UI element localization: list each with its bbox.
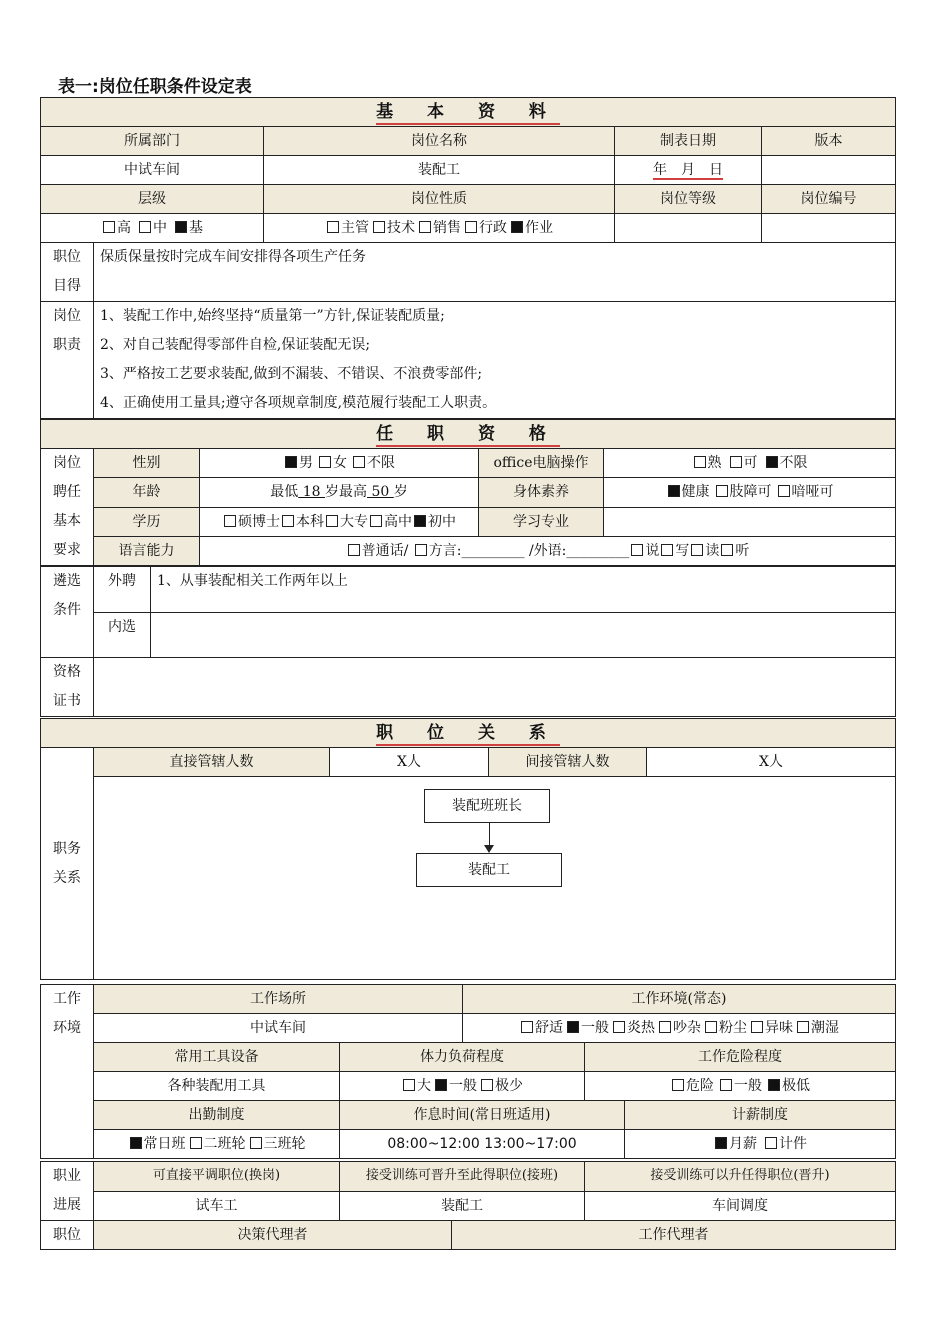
checkbox-label: 主管 bbox=[341, 220, 369, 236]
checkbox-label: 月薪 bbox=[729, 1136, 758, 1152]
unchecked-box-icon bbox=[481, 1079, 493, 1091]
checkbox-label: 喑哑可 bbox=[791, 484, 834, 501]
age-label: 年龄 bbox=[94, 478, 200, 507]
checkbox-option[interactable] bbox=[509, 220, 553, 236]
checkbox-option[interactable] bbox=[766, 1078, 810, 1094]
relation-side-label: 职务 关系 bbox=[41, 748, 94, 980]
checked-box-icon bbox=[567, 1021, 579, 1033]
tools-value: 各种装配用工具 bbox=[94, 1072, 340, 1101]
checked-box-icon bbox=[175, 221, 187, 233]
unchecked-box-icon bbox=[103, 221, 115, 233]
unchecked-box-icon bbox=[661, 544, 673, 556]
checkbox-option[interactable] bbox=[463, 220, 507, 236]
edu-label: 学历 bbox=[94, 507, 200, 536]
checkbox-option[interactable] bbox=[776, 484, 834, 500]
attend-options bbox=[94, 1130, 340, 1159]
env-label: 工作环境(常态) bbox=[463, 985, 896, 1014]
cert-text bbox=[94, 658, 896, 717]
attend-label: 出勤制度 bbox=[94, 1101, 340, 1130]
load-label: 体力负荷程度 bbox=[340, 1043, 585, 1072]
level-options bbox=[41, 214, 264, 243]
hours-label: 作息时间(常日班适用) bbox=[340, 1101, 625, 1130]
env-options bbox=[463, 1014, 896, 1043]
checkbox-label: 女 bbox=[333, 455, 347, 472]
unchecked-box-icon bbox=[613, 1021, 625, 1033]
checkbox-option[interactable] bbox=[629, 543, 659, 559]
dept-label: 所属部门 bbox=[41, 127, 264, 156]
major-value bbox=[604, 507, 896, 536]
page-title: 表一:岗位任职条件设定表 bbox=[58, 77, 252, 97]
checked-box-icon bbox=[285, 456, 297, 468]
lang-label: 语言能力 bbox=[94, 536, 200, 565]
unchecked-box-icon bbox=[730, 456, 742, 468]
version-label: 版本 bbox=[762, 127, 896, 156]
unchecked-box-icon bbox=[373, 221, 385, 233]
checkbox-option[interactable] bbox=[714, 484, 772, 500]
org-self-box: 装配工 bbox=[416, 853, 562, 887]
checkbox-option[interactable] bbox=[611, 1020, 655, 1036]
checkbox-option[interactable] bbox=[137, 220, 167, 236]
level-label: 层级 bbox=[41, 185, 264, 214]
checkbox-label: 高中 bbox=[384, 513, 412, 530]
checkbox-label: 中 bbox=[153, 220, 167, 236]
checkbox-option[interactable] bbox=[128, 1136, 186, 1152]
unchecked-box-icon bbox=[751, 1021, 763, 1033]
external-text: 1、从事装配相关工作两年以上 bbox=[151, 567, 896, 613]
org-arrow-icon bbox=[484, 845, 494, 853]
checked-box-icon bbox=[511, 221, 523, 233]
checkbox-label: 可 bbox=[743, 455, 758, 472]
gender-label: 性别 bbox=[94, 449, 200, 478]
checkbox-option[interactable] bbox=[764, 455, 808, 471]
checkbox-option[interactable] bbox=[657, 1020, 701, 1036]
checkbox-option[interactable] bbox=[795, 1020, 839, 1036]
nature-label: 岗位性质 bbox=[264, 185, 615, 214]
checked-box-icon bbox=[668, 485, 680, 497]
checkbox-option[interactable] bbox=[666, 484, 710, 500]
checkbox-option[interactable] bbox=[519, 1020, 563, 1036]
unchecked-box-icon bbox=[716, 485, 728, 497]
edu-options bbox=[200, 507, 479, 536]
checkbox-label: 硕博士 bbox=[238, 513, 280, 530]
checkbox-option[interactable] bbox=[280, 514, 324, 530]
checkbox-option[interactable] bbox=[248, 1136, 306, 1152]
unchecked-box-icon bbox=[250, 1137, 262, 1149]
unchecked-box-icon bbox=[631, 544, 643, 556]
succeed-value: 装配工 bbox=[340, 1191, 585, 1221]
date-value: 年 月 日 bbox=[615, 156, 762, 185]
unchecked-box-icon bbox=[720, 1079, 732, 1091]
duty-side-label: 岗位 职责 bbox=[41, 302, 94, 419]
unchecked-box-icon bbox=[694, 456, 706, 468]
basic-info-table bbox=[40, 97, 896, 419]
indirect-value: X人 bbox=[647, 748, 896, 777]
office-options bbox=[604, 449, 896, 478]
grade-value bbox=[615, 214, 762, 243]
checkbox-label: 常日班 bbox=[143, 1136, 186, 1152]
direct-value: X人 bbox=[330, 748, 489, 777]
checkbox-option[interactable] bbox=[101, 220, 131, 236]
checked-box-icon bbox=[130, 1137, 142, 1149]
succeed-label: 接受训练可晋升至此得职位(接班) bbox=[340, 1162, 585, 1192]
unchecked-box-icon bbox=[353, 456, 365, 468]
internal-text bbox=[151, 613, 896, 658]
checked-box-icon bbox=[435, 1079, 447, 1091]
selection-side-label: 遴选 条件 bbox=[41, 567, 94, 658]
checkbox-option[interactable] bbox=[401, 1078, 431, 1094]
checkbox-option[interactable] bbox=[433, 1078, 477, 1094]
checkbox-label: 一般 bbox=[581, 1020, 610, 1036]
code-label: 岗位编号 bbox=[762, 185, 896, 214]
career-table bbox=[40, 1161, 896, 1250]
unchecked-box-icon bbox=[224, 515, 236, 527]
checkbox-label: 粉尘 bbox=[719, 1020, 748, 1036]
unchecked-box-icon bbox=[797, 1021, 809, 1033]
duty-item: 3、严格按工艺要求装配,做到不漏装、不错误、不浪费零部件; bbox=[100, 366, 483, 382]
checkbox-label: 一般 bbox=[734, 1078, 763, 1094]
checkbox-label: 技术 bbox=[387, 220, 415, 236]
unchecked-box-icon bbox=[139, 221, 151, 233]
checkbox-label: 销售 bbox=[433, 220, 461, 236]
unchecked-box-icon bbox=[403, 1079, 415, 1091]
date-label: 制表日期 bbox=[615, 127, 762, 156]
grade-label: 岗位等级 bbox=[615, 185, 762, 214]
checkbox-option[interactable] bbox=[371, 220, 415, 236]
checkbox-label: 健康 bbox=[681, 484, 710, 501]
checkbox-label: 高 bbox=[117, 220, 131, 236]
checkbox-label: 写 bbox=[675, 542, 690, 559]
work-agent-label: 工作代理者 bbox=[452, 1221, 896, 1250]
place-label: 工作场所 bbox=[94, 985, 463, 1014]
checkbox-option[interactable] bbox=[713, 1136, 757, 1152]
duty-item: 4、正确使用工量具;遵守各项规章制度,模范履行装配工人职责。 bbox=[100, 395, 497, 411]
career-side-label: 职业 进展 bbox=[41, 1162, 94, 1221]
unchecked-box-icon bbox=[691, 544, 703, 556]
checked-box-icon bbox=[768, 1079, 780, 1091]
checkbox-option[interactable] bbox=[703, 1020, 747, 1036]
promote-value: 车间调度 bbox=[585, 1191, 896, 1221]
checkbox-label: 本科 bbox=[296, 513, 324, 530]
checkbox-label: 舒适 bbox=[535, 1020, 564, 1036]
checkbox-option[interactable] bbox=[763, 1136, 807, 1152]
checkbox-label: 大 bbox=[417, 1078, 431, 1094]
unchecked-box-icon bbox=[705, 1021, 717, 1033]
checkbox-label: 吵杂 bbox=[673, 1020, 702, 1036]
checkbox-label: 大专 bbox=[340, 513, 368, 530]
unchecked-box-icon bbox=[319, 456, 331, 468]
checkbox-option[interactable] bbox=[719, 543, 749, 559]
hours-value: 08:00~12:00 13:00~17:00 bbox=[340, 1130, 625, 1159]
lang-options: 普通话/ 方言:_________ /外语:_________ 说 写 读 听 bbox=[200, 536, 896, 565]
nature-options bbox=[264, 214, 615, 243]
checkbox-option[interactable] bbox=[670, 1078, 714, 1094]
checkbox-label: 男 bbox=[299, 455, 313, 472]
checkbox-option[interactable] bbox=[689, 543, 719, 559]
pay-options bbox=[625, 1130, 896, 1159]
checked-box-icon bbox=[766, 456, 778, 468]
pay-label: 计薪制度 bbox=[625, 1101, 896, 1130]
section-qual-header: 任 职 资 格 bbox=[41, 420, 896, 449]
checkbox-label: 熟 bbox=[707, 455, 722, 472]
checkbox-label: 异味 bbox=[765, 1020, 794, 1036]
org-chart bbox=[94, 777, 896, 980]
checkbox-label: 作业 bbox=[525, 220, 553, 236]
direct-label: 直接管辖人数 bbox=[94, 748, 330, 777]
checkbox-label: 行政 bbox=[479, 220, 507, 236]
unchecked-box-icon bbox=[521, 1021, 533, 1033]
checkbox-label: 基 bbox=[189, 220, 203, 236]
checkbox-label: 肢障可 bbox=[729, 484, 772, 501]
unchecked-box-icon bbox=[765, 1137, 777, 1149]
checkbox-option[interactable] bbox=[324, 514, 368, 530]
health-label: 身体素养 bbox=[479, 478, 604, 507]
checkbox-option[interactable] bbox=[692, 455, 722, 471]
duty-item: 1、装配工作中,始终坚持“质量第一”方针,保证装配质量; bbox=[100, 308, 445, 324]
checkbox-label: 潮湿 bbox=[811, 1020, 840, 1036]
duty-list bbox=[94, 302, 896, 419]
checkbox-label: 三班轮 bbox=[263, 1136, 306, 1152]
unchecked-box-icon bbox=[190, 1137, 202, 1149]
checkbox-option[interactable] bbox=[659, 543, 689, 559]
checkbox-label: 初中 bbox=[428, 513, 456, 530]
checkbox-label: 一般 bbox=[449, 1078, 477, 1094]
goal-side-label: 职位 目得 bbox=[41, 243, 94, 302]
health-options bbox=[604, 478, 896, 507]
checkbox-label: 炎热 bbox=[627, 1020, 656, 1036]
cert-side-label: 资格 证书 bbox=[41, 658, 94, 717]
agent-side-label: 职位 bbox=[41, 1221, 94, 1250]
version-value bbox=[762, 156, 896, 185]
checkbox-option[interactable] bbox=[417, 220, 461, 236]
checkbox-label: 读 bbox=[705, 542, 720, 559]
checkbox-option[interactable] bbox=[749, 1020, 793, 1036]
promote-label: 接受训练可以升任得职位(晋升) bbox=[585, 1162, 896, 1192]
post-name-label: 岗位名称 bbox=[264, 127, 615, 156]
checkbox-label: 二班轮 bbox=[203, 1136, 246, 1152]
checkbox-label: 说 bbox=[645, 542, 660, 559]
qual-side-label: 岗位 聘任 基本 要求 bbox=[41, 449, 94, 566]
checkbox-label: 极少 bbox=[495, 1078, 523, 1094]
post-name-value: 装配工 bbox=[264, 156, 615, 185]
age-max: 50 bbox=[367, 484, 394, 501]
dept-value: 中试车间 bbox=[41, 156, 264, 185]
checked-box-icon bbox=[715, 1137, 727, 1149]
tools-label: 常用工具设备 bbox=[94, 1043, 340, 1072]
unchecked-box-icon bbox=[327, 221, 339, 233]
qualification-table bbox=[40, 419, 896, 566]
unchecked-box-icon bbox=[419, 221, 431, 233]
external-label: 外聘 bbox=[94, 567, 151, 613]
danger-label: 工作危险程度 bbox=[585, 1043, 896, 1072]
decision-agent-label: 决策代理者 bbox=[94, 1221, 452, 1250]
unchecked-box-icon bbox=[778, 485, 790, 497]
checkbox-option[interactable] bbox=[173, 220, 203, 236]
gender-options bbox=[200, 449, 479, 478]
checkbox-label: 不限 bbox=[779, 455, 808, 472]
checkbox-option[interactable] bbox=[351, 455, 395, 471]
unchecked-box-icon bbox=[465, 221, 477, 233]
goal-text: 保质保量按时完成车间安排得各项生产任务 bbox=[94, 243, 896, 302]
checkbox-option[interactable] bbox=[317, 455, 347, 471]
checkbox-option[interactable] bbox=[368, 514, 412, 530]
internal-label: 内选 bbox=[94, 613, 151, 658]
indirect-label: 间接管辖人数 bbox=[489, 748, 647, 777]
office-label: office电脑操作 bbox=[479, 449, 604, 478]
checkbox-label: 听 bbox=[735, 542, 750, 559]
selection-table bbox=[40, 566, 896, 717]
checked-box-icon bbox=[414, 515, 426, 527]
unchecked-box-icon bbox=[370, 515, 382, 527]
duty-item: 2、对自己装配得零部件自检,保证装配无误; bbox=[100, 337, 371, 353]
unchecked-box-icon bbox=[672, 1079, 684, 1091]
relation-table bbox=[40, 718, 896, 980]
checkbox-option[interactable] bbox=[565, 1020, 609, 1036]
section-relation-header: 职 位 关 系 bbox=[41, 719, 896, 748]
checkbox-label: 不限 bbox=[367, 455, 395, 472]
checkbox-option[interactable] bbox=[479, 1078, 523, 1094]
checkbox-option[interactable] bbox=[412, 514, 456, 530]
major-label: 学习专业 bbox=[479, 507, 604, 536]
danger-options bbox=[585, 1072, 896, 1101]
place-value: 中试车间 bbox=[94, 1014, 463, 1043]
checkbox-option[interactable] bbox=[728, 455, 758, 471]
code-value bbox=[762, 214, 896, 243]
unchecked-box-icon bbox=[282, 515, 294, 527]
checkbox-label: 计件 bbox=[779, 1136, 808, 1152]
lateral-label: 可直接平调职位(换岗) bbox=[94, 1162, 340, 1192]
checkbox-option[interactable] bbox=[325, 220, 369, 236]
unchecked-box-icon bbox=[721, 544, 733, 556]
checkbox-label: 极低 bbox=[782, 1078, 811, 1094]
age-range: 最低 18 岁最高 50 岁 bbox=[200, 478, 479, 507]
org-boss-box: 装配班班长 bbox=[424, 789, 550, 823]
unchecked-box-icon bbox=[659, 1021, 671, 1033]
checkbox-option[interactable] bbox=[718, 1078, 762, 1094]
section-basic-header: 基 本 资 料 bbox=[41, 98, 896, 127]
env-side-label: 工作 环境 bbox=[41, 985, 94, 1159]
lateral-value: 试车工 bbox=[94, 1191, 340, 1221]
checkbox-option[interactable] bbox=[188, 1136, 246, 1152]
environment-table bbox=[40, 984, 896, 1159]
checkbox-label: 危险 bbox=[686, 1078, 715, 1094]
age-min: 18 bbox=[298, 484, 325, 501]
unchecked-box-icon bbox=[326, 515, 338, 527]
load-options bbox=[340, 1072, 585, 1101]
checkbox-option[interactable] bbox=[222, 514, 280, 530]
checkbox-option[interactable] bbox=[283, 455, 313, 471]
